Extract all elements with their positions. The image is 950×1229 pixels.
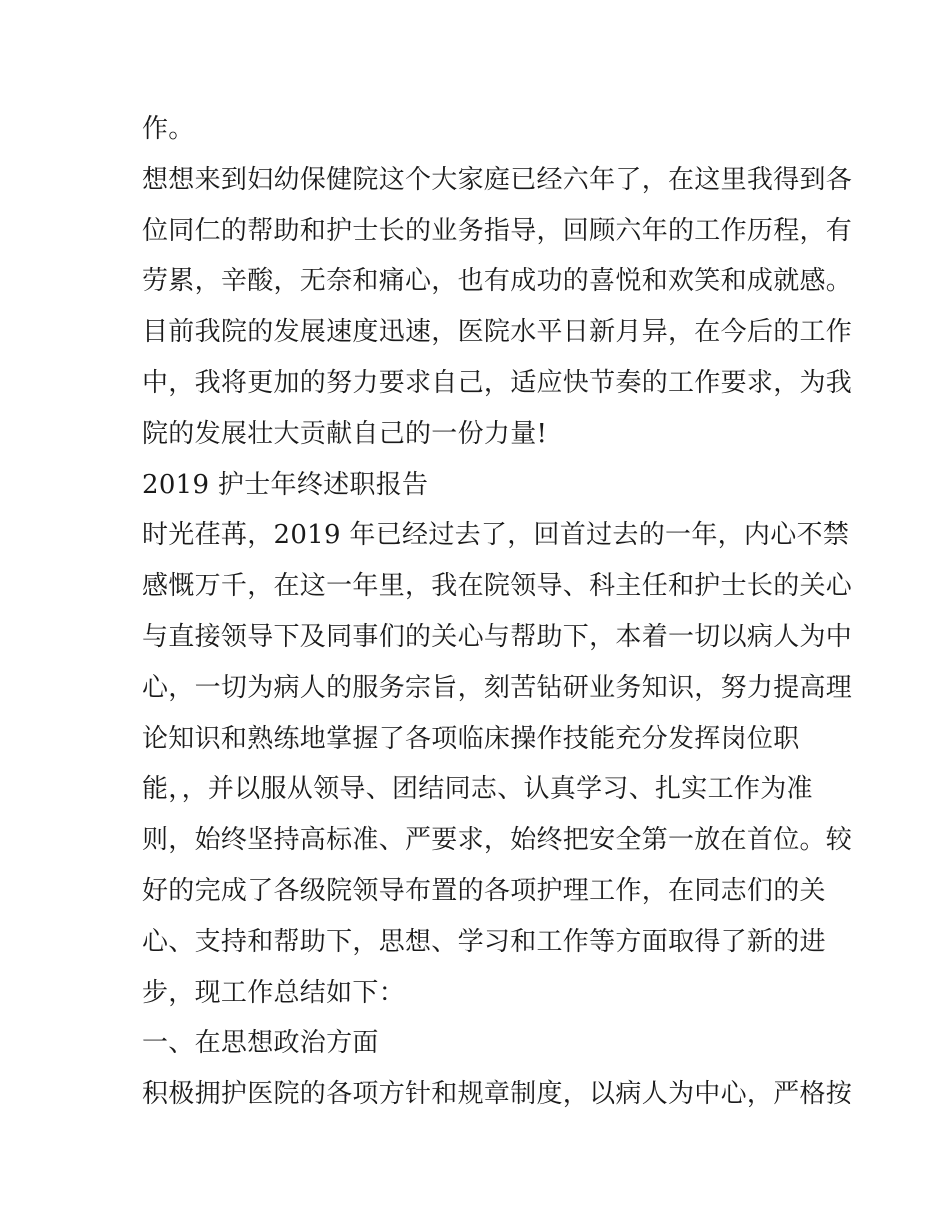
text-line: 积极拥护医院的各项方针和规章制度，以病人为中心，严格按: [142, 1079, 853, 1110]
text-line: 院的发展壮大贡献自己的一份力量!: [142, 418, 548, 449]
text-line: 中，我将更加的努力要求自己，适应快节奏的工作要求，为我: [142, 367, 853, 398]
subsection-heading: 一、在思想政治方面: [142, 1028, 379, 1059]
text-line: 则，始终坚持高标准、严要求，始终把安全第一放在首位。较: [142, 825, 853, 856]
section-heading: 2019 护士年终述职报告: [142, 469, 429, 500]
text-line: 劳累，辛酸，无奈和痛心，也有成功的喜悦和欢笑和成就感。: [142, 266, 853, 297]
text-line: 目前我院的发展速度迅速，医院水平日新月异，在今后的工作: [142, 317, 853, 348]
text-line: 感慨万千，在这一年里，我在院领导、科主任和护士长的关心: [142, 571, 853, 602]
text-line: 位同仁的帮助和护士长的业务指导，回顾六年的工作历程，有: [142, 215, 853, 246]
text-line: 作。: [142, 114, 195, 144]
text-line: 与直接领导下及同事们的关心与帮助下，本着一切以病人为中: [142, 621, 853, 652]
document-body: [142, 104, 853, 1120]
text-line: 心，一切为病人的服务宗旨，刻苦钻研业务知识，努力提高理: [142, 672, 853, 703]
text-line: 好的完成了各级院领导布置的各项护理工作，在同志们的关: [142, 875, 826, 906]
text-line: 心、支持和帮助下，思想、学习和工作等方面取得了新的进: [142, 926, 826, 957]
text-line: 想想来到妇幼保健院这个大家庭已经六年了，在这里我得到各: [142, 164, 853, 195]
text-line: 能，，并以服从领导、团结同志、认真学习、扎实工作为准: [142, 774, 813, 805]
text-line: 论知识和熟练地掌握了各项临床操作技能充分发挥岗位职: [142, 723, 800, 754]
text-line: 时光荏苒，2019 年已经过去了，回首过去的一年，内心不禁: [142, 520, 850, 551]
text-line: 步，现工作总结如下：: [142, 977, 406, 1008]
